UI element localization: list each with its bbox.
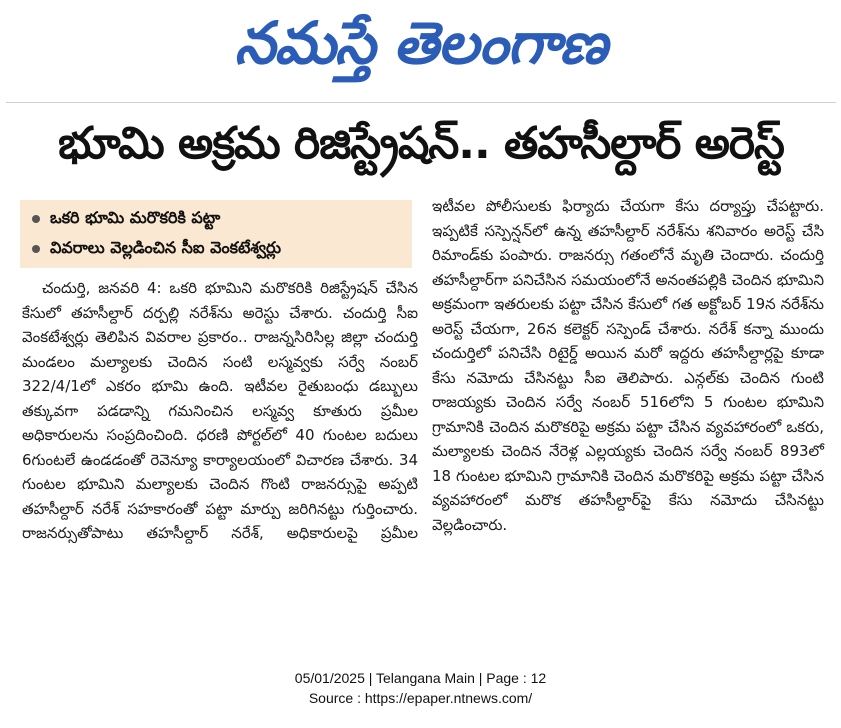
divider [6, 102, 836, 103]
masthead [0, 0, 841, 100]
headline: భూమి అక్రమ రిజిస్ట్రేషన్.. తహసీల్దార్ అరెస్ట్ [58, 118, 784, 169]
article-text-right: ఇటీవల పోలీసులకు ఫిర్యాదు చేయగా కేసు దర్యాప్తు చేపట్టారు. ఇప్పటికే సస్పెన్షన్‌లో ఉన్న తహసీల్దార్ నరేశ్‌ను శనివారం అరెస్ట్ చేసి రిమాండ్‌కు పంపారు. రాజనర్సు గతంలోనే మృతి చెందారు. చందుర్తి తహసీల్దార్‌గా పనిచేసిన సమయంలోనే అనంతపల్లికి చెందిన భూమిని అక్రమంగా ఇతరులకు పట్టా చేసిన కేసులో గత అక్టోబర్ 19న నరేశ్‌ను అరెస్ట్ చేయగా, 26న కలెక్టర్ సస్పెండ్ చేశారు. నరేశ్ కన్నా ముందు చందుర్తిలో పనిచేసి రిటైర్డ్ అయిన మరో ఇద్దరు తహసీల్దార్లపై కూడా కేసు నమోదు చేసినట్టు సీఐ తెలిపారు. ఎన్గల్‌కు చెందిన గుంటి రాజయ్యకు చెందిన సర్వే నంబర్ 516లోని 5 గుంటల భూమిని గ్రామానికి చెందిన మరొకరిపై అక్రమ పట్టా చేసిన వ్యవహారంలో ఒకరు, మల్యాలకు చెందిన నేరెళ్ల ఎల్లయ్యకు చెందిన సర్వే నంబర్ 893లో 18 గుంటల భూమిని గ్రామానికి చెందిన మరొకరిపై అక్రమ పట్టా చేసిన వ్యవహారంలో మరొక తహసీల్దార్‌పై కేసు నమోదు చేసినట్టు వెల్లడించారు. [432, 197, 824, 534]
newspaper-logo: నమస్తే తెలంగాణ [234, 8, 607, 77]
highlight-item [28, 204, 404, 234]
highlight-text: ఒకరి భూమి మరొకరికి పట్టా [50, 207, 221, 227]
footer-date-page: 05/01/2025 | Telangana Main | Page : 12 [294, 670, 547, 686]
highlight-text: వివరాలు వెల్లడించిన సీఐ వెంకటేశ్వర్లు [50, 237, 282, 257]
bullet-icon [32, 215, 40, 223]
highlights-box [20, 200, 412, 268]
article-column-right [432, 194, 824, 537]
article-column-left [22, 276, 418, 546]
bullet-icon [32, 245, 40, 253]
article-text-left: చందుర్తి, జనవరి 4: ఒకరి భూమిని మరొకరికి రిజిస్ట్రేషన్ చేసిన కేసులో తహసీల్దార్ దర్పల్లి నరేశ్‌ను అరెస్టు చేశారు. చందుర్తి సీఐ వెంకటేశ్వర్లు తెలిపిన వివరాల ప్రకారం.. రాజన్నసిరిసిల్ల జిల్లా చందుర్తి మండలం మల్యాలకు చెందిన సంటి లస్మవ్వకు సర్వే నంబర్ 322/4/1లో ఎకరం భూమి ఉంది. ఇటీవల రైతుబంధు డబ్బులు తక్కువగా పడడాన్ని గమనించిన లస్మవ్వ కూతురు ప్రమీల అధికారులను సంప్రదించింది. ధరణి పోర్టల్‌లో 40 గుంటల బదులు 6గుంటలే ఉండడంతో రెవెన్యూ కార్యాలయంలో విచారణ చేశారు. 34 గుంటల భూమిని మల్యాలకు చెందిన గొంటి రాజనర్సుపై అప్పటి తహసీల్దార్ నరేశ్ సహకారంతో పట్టా మార్పు జరిగినట్టు గుర్తించారు. రాజనర్సుతోపాటు తహసీల్దార్ నరేశ్, అధికారులపై ప్రమీల [22, 279, 418, 542]
footer-source: Source : https://epaper.ntnews.com/ [308, 690, 533, 706]
highlight-item [28, 234, 404, 264]
